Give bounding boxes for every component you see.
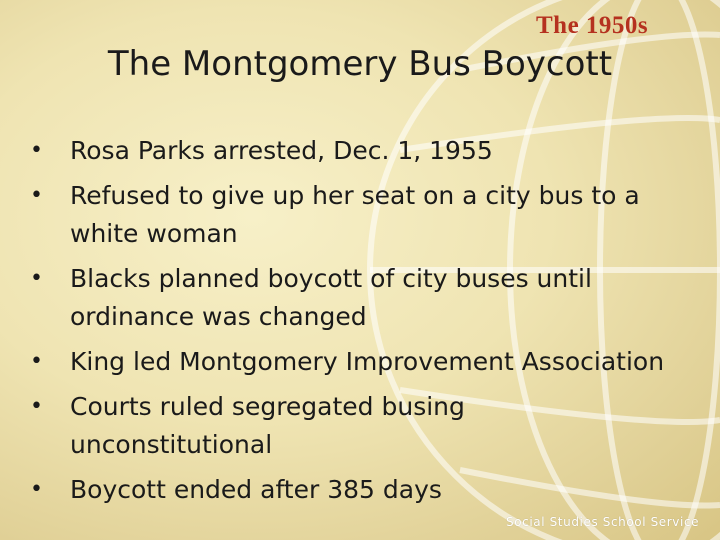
bullet-item — [22, 260, 672, 336]
bullet-dot-icon: • — [30, 138, 43, 163]
bullet-text: Blacks planned boycott of city buses until ordinance was changed — [70, 264, 592, 331]
slide-title: The Montgomery Bus Boycott — [107, 44, 613, 84]
bullet-dot-icon: • — [30, 183, 43, 208]
bullet-dot-icon: • — [30, 266, 43, 291]
bullet-dot-icon: • — [30, 349, 43, 374]
series-label: The 1950s — [536, 12, 649, 39]
bullet-dot-icon: • — [30, 477, 43, 502]
bullet-item — [22, 471, 672, 509]
bullet-text: King led Montgomery Improvement Association — [70, 347, 665, 376]
bullet-item — [22, 132, 672, 170]
bullet-dot-icon: • — [30, 394, 43, 419]
bullet-text: Courts ruled segregated busing unconstitutional — [70, 392, 465, 459]
bullet-text: Refused to give up her seat on a city bus to a white woman — [70, 181, 640, 248]
bullet-item — [22, 343, 672, 381]
bullet-list — [22, 132, 672, 516]
bullet-text: Rosa Parks arrested, Dec. 1, 1955 — [70, 136, 493, 165]
publisher-watermark: Social Studies School Service — [506, 515, 700, 529]
bullet-item — [22, 388, 672, 464]
bullet-item — [22, 177, 672, 253]
bullet-text: Boycott ended after 385 days — [70, 475, 442, 504]
